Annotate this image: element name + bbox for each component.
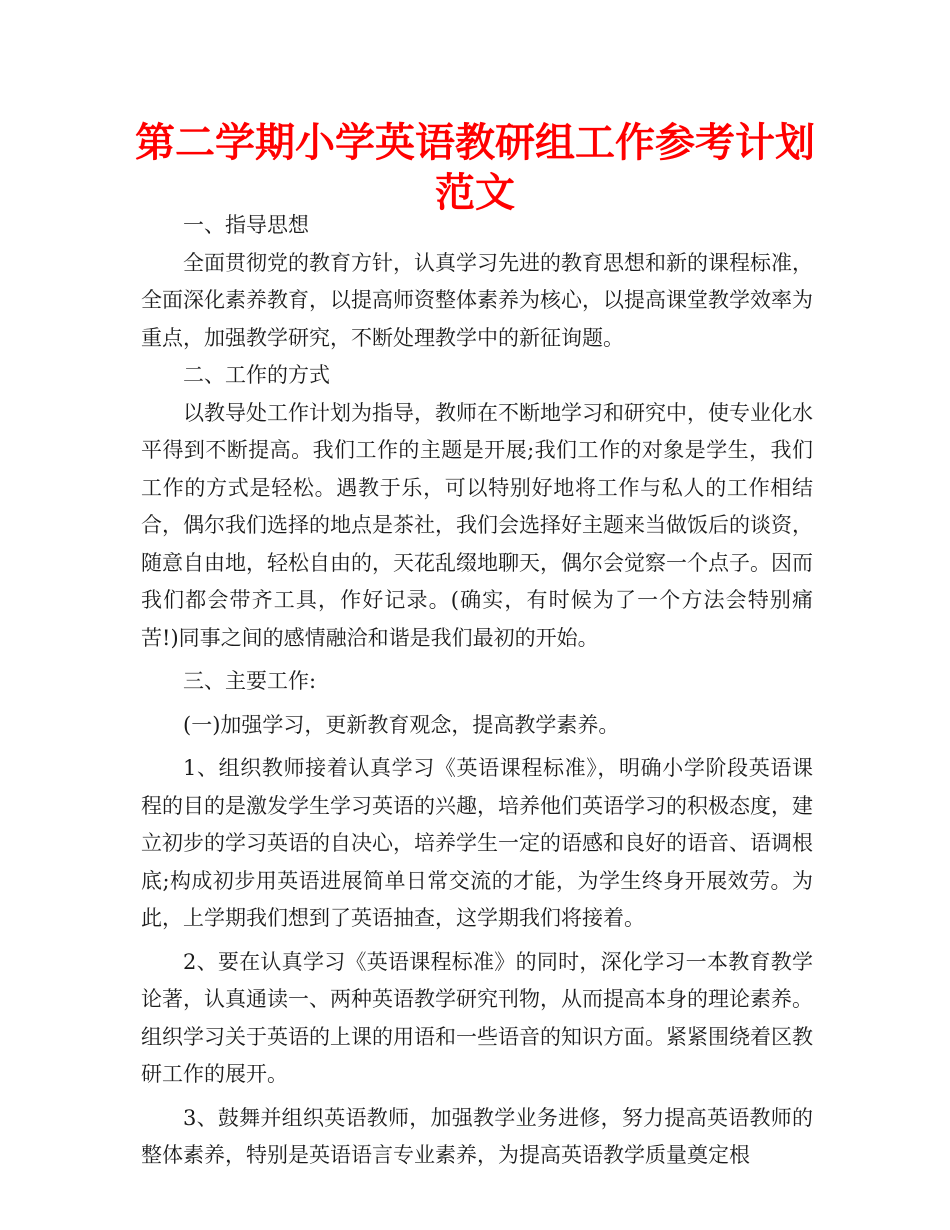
section-heading-main-work: 三、主要工作: <box>183 669 317 693</box>
document-title: 第二学期小学英语教研组工作参考计划范文 <box>135 120 815 216</box>
section-heading-guiding-ideology: 一、指导思想 <box>183 213 309 237</box>
subsection-heading: (一)加强学习，更新教育观念，提高教学素养。 <box>183 712 620 737</box>
list-item: 2、要在认真学习《英语课程标准》的同时，深化学习一本教育教学论著，认真通读一、两种英语教学研究刊物，从而提高本身的理论素养。组织学习关于英语的上课的用语和一些语音的知识方面。紧紧围绕着区教研工作的展开。 <box>141 949 813 1086</box>
list-item: 3、鼓舞并组织英语教师，加强教学业务进修，努力提高英语教师的整体素养，特别是英语语言专业素养，为提高英语教学质量奠定根 <box>141 1105 813 1167</box>
paragraph: 以教导处工作计划为指导，教师在不断地学习和研究中，使专业化水平得到不断提高。我们工作的主题是开展;我们工作的对象是学生，我们工作的方式是轻松。遇教于乐，可以特别好地将工作与私人的工作相结合，偶尔我们选择的地点是茶社，我们会选择好主题来当做饭后的谈资，随意自由地，轻松自由的，天花乱缀地聊天，偶尔会觉察一个点子。因而我们都会带齐工具，作好记录。(确实，有时候为了一个方法会特别痛苦!)同事之间的感情融洽和谐是我们最初的开始。 <box>141 400 813 650</box>
list-item: 1、组织教师接着认真学习《英语课程标准》，明确小学阶段英语课程的目的是激发学生学习英语的兴趣，培养他们英语学习的积极态度，建立初步的学习英语的自决心，培养学生一定的语感和良好的语音、语调根底;构成初步用英语进展简单日常交流的才能，为学生终身开展效劳。为此，上学期我们想到了英语抽查，这学期我们将接着。 <box>141 756 813 930</box>
document-body <box>141 207 813 1175</box>
section-heading-work-method: 二、工作的方式 <box>183 363 330 387</box>
paragraph: 全面贯彻党的教育方针，认真学习先进的教育思想和新的课程标准，全面深化素养教育，以提高师资整体素养为核心，以提高课堂教学效率为重点，加强教学研究，不断处理教学中的新征询题。 <box>141 250 813 350</box>
